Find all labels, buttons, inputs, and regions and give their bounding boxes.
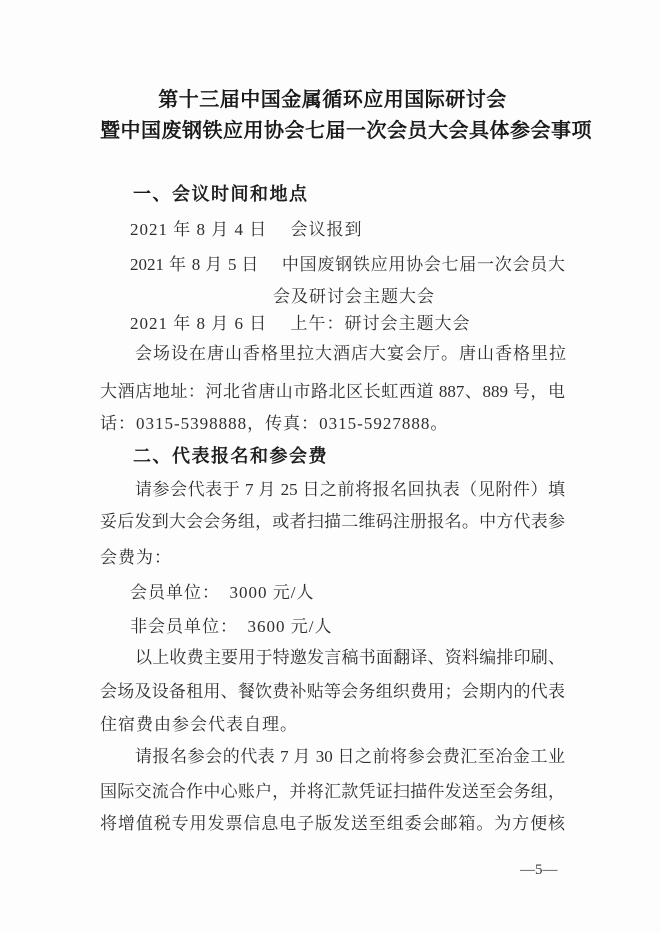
document-title-line2: 暨中国废钢铁应用协会七届一次会员大会具体参会事项: [100, 120, 592, 142]
doc-line-date-aug4: 2021 年 8 月 4 日 会议报到: [130, 220, 363, 239]
doc-line-date-aug5: 2021 年 8 月 5 日 中国废钢铁应用协会七届一次会员大: [130, 255, 565, 274]
section-heading-2: 二、代表报名和参会费: [133, 446, 328, 466]
page-number: —5—: [520, 862, 558, 878]
doc-line-fee-nonmember: 非会员单位： 3600 元/人: [130, 617, 333, 636]
doc-line-fee-usage-1: 以上收费主要用于特邀发言稿书面翻译、资料编排印刷、: [135, 648, 565, 667]
doc-line-registration-2: 妥后发到大会会务组，或者扫描二维码注册报名。中方代表参: [100, 512, 565, 531]
doc-line-date-aug6: 2021 年 8 月 6 日 上午：研讨会主题大会: [130, 314, 471, 333]
doc-line-registration-1: 请参会代表于 7 月 25 日之前将报名回执表（见附件）填: [135, 480, 565, 499]
doc-line-fee-member: 会员单位： 3000 元/人: [130, 583, 315, 602]
document-title-line1: 第十三届中国金属循环应用国际研讨会: [158, 89, 507, 111]
doc-line-payment-1: 请报名参会的代表 7 月 30 日之前将参会费汇至冶金工业: [135, 747, 565, 766]
section-heading-1: 一、会议时间和地点: [133, 184, 309, 204]
doc-line-date-aug5-cont: 会及研讨会主题大会: [273, 287, 435, 306]
doc-line-venue: 会场设在唐山香格里拉大酒店大宴会厅。唐山香格里拉: [135, 344, 567, 363]
doc-line-payment-3: 将增值税专用发票信息电子版发送至组委会邮箱。为方便核: [100, 814, 565, 833]
doc-line-payment-2: 国际交流合作中心账户，并将汇款凭证扫描件发送至会务组，: [100, 782, 565, 801]
doc-line-address: 大酒店地址：河北省唐山市路北区长虹西道 887、889 号，电: [100, 382, 565, 401]
doc-line-phone-fax: 话：0315-5398888，传真：0315-5927888。: [100, 414, 449, 433]
doc-line-registration-3: 会费为：: [100, 548, 172, 567]
doc-line-fee-usage-3: 住宿费由参会代表自理。: [100, 715, 298, 734]
doc-line-fee-usage-2: 会场及设备租用、餐饮费补贴等会务组织费用；会期内的代表: [100, 682, 565, 701]
